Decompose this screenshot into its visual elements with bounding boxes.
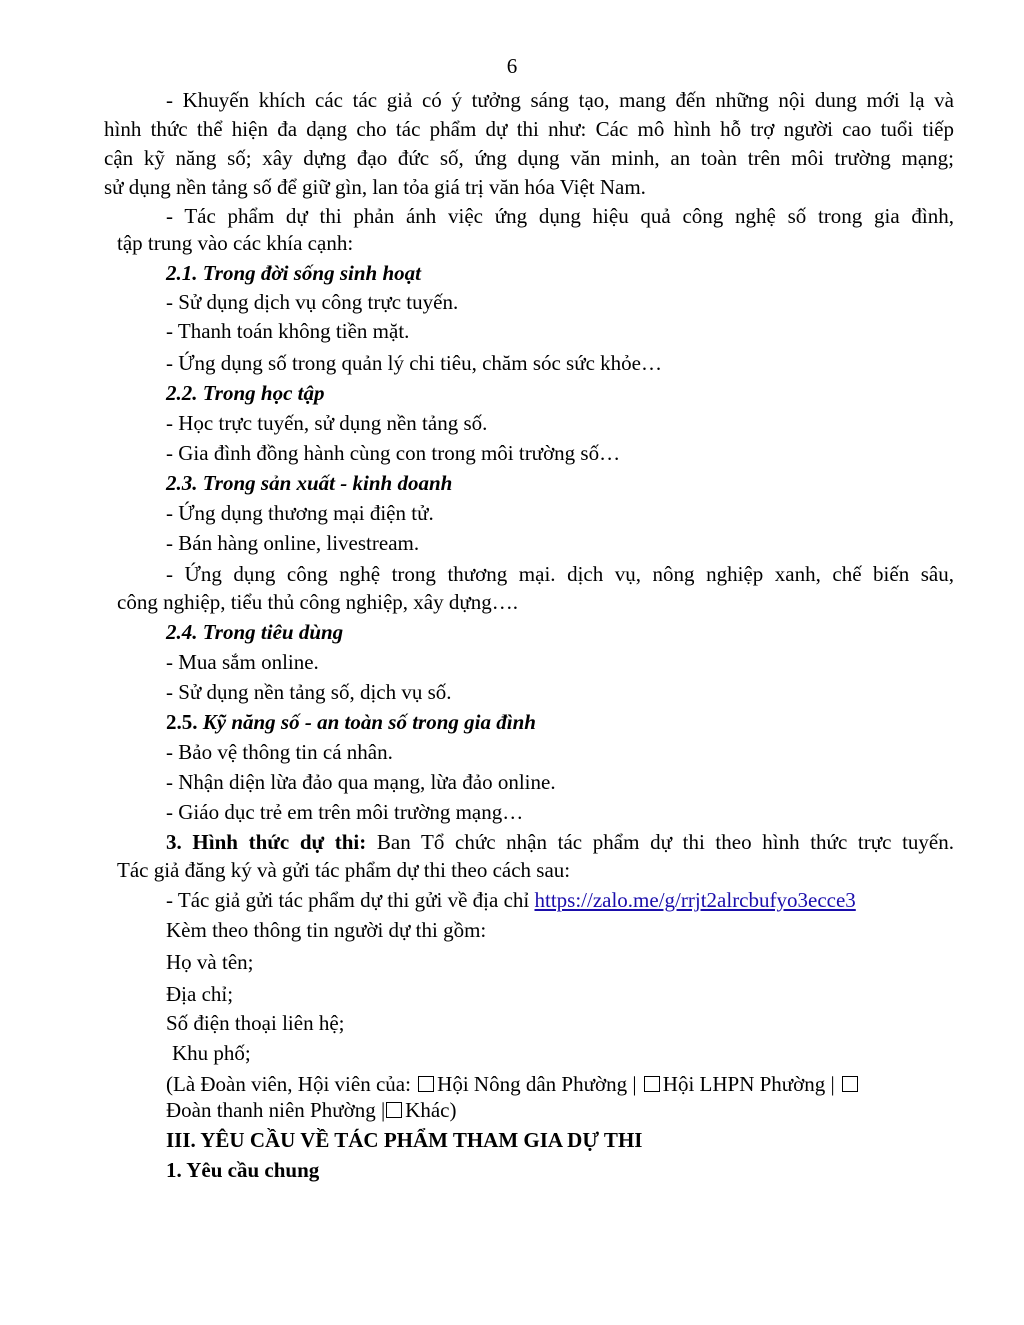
list-item: - Học trực tuyến, sử dụng nền tảng số. <box>166 411 488 435</box>
section-3-label: 3. Hình thức dự thi: <box>166 830 367 854</box>
submit-line <box>166 887 856 913</box>
checkbox-khac[interactable] <box>386 1102 402 1118</box>
membership-line1 <box>166 1071 861 1097</box>
info-field: Địa chỉ; <box>166 982 234 1006</box>
heading-2-5-number: 2.5. <box>166 710 198 734</box>
list-item: - Sử dụng dịch vụ công trực tuyến. <box>166 290 459 314</box>
para1-line3: cận kỹ năng số; xây dựng đạo đức số, ứng dụng văn minh, an toàn trên môi trường mạng; <box>104 146 954 170</box>
option-khac: Khác) <box>405 1098 457 1122</box>
submit-prefix: - Tác giả gửi tác phẩm dự thi gửi về địa chỉ <box>166 888 535 912</box>
list-item: - Sử dụng nền tảng số, dịch vụ số. <box>166 680 452 704</box>
info-field: Họ và tên; <box>166 950 254 974</box>
list-item: - Giáo dục trẻ em trên môi trường mạng… <box>166 800 524 824</box>
list-item: - Bảo vệ thông tin cá nhân. <box>166 740 393 764</box>
heading-2-5-text: Kỹ năng số - an toàn số trong gia đình <box>202 710 536 734</box>
zalo-group-link[interactable]: https://zalo.me/g/rrjt2alrcbufyo3ecce3 <box>534 888 856 912</box>
para2-line1: - Tác phẩm dự thi phản ánh việc ứng dụng hiệu quả công nghệ số trong gia đình, <box>166 204 954 228</box>
heading-2-5 <box>166 709 536 735</box>
list-item: - Gia đình đồng hành cùng con trong môi trường số… <box>166 441 621 465</box>
checkbox-hoi-nong-dan[interactable] <box>418 1076 434 1092</box>
membership-prefix: (Là Đoàn viên, Hội viên của: <box>166 1072 417 1096</box>
list-item: - Bán hàng online, livestream. <box>166 531 420 555</box>
para1-line1: - Khuyến khích các tác giả có ý tưởng sáng tạo, mang đến những nội dung mới lạ và <box>166 88 954 112</box>
para2-line2: tập trung vào các khía cạnh: <box>117 231 354 255</box>
checkbox-hoi-lhpn[interactable] <box>644 1076 660 1092</box>
section-3-text: Ban Tổ chức nhận tác phẩm dự thi theo hình thức trực tuyến. <box>366 830 955 854</box>
list-item: - Thanh toán không tiền mặt. <box>166 319 410 343</box>
option-hoi-lhpn: Hội LHPN Phường | <box>662 1072 835 1096</box>
option-doan-thanh-nien: Đoàn thanh niên Phường | <box>166 1098 386 1122</box>
info-intro: Kèm theo thông tin người dự thi gồm: <box>166 918 487 942</box>
para-2-3-line1: - Ứng dụng công nghệ trong thương mại. dịch vụ, nông nghiệp xanh, chế biến sâu, <box>166 562 954 586</box>
list-item: - Nhận diện lừa đảo qua mạng, lừa đảo online. <box>166 770 556 794</box>
sub-heading-general-requirements: 1. Yêu cầu chung <box>166 1158 320 1182</box>
heading-2-2: 2.2. Trong học tập <box>166 381 325 405</box>
heading-2-4: 2.4. Trong tiêu dùng <box>166 620 344 644</box>
heading-2-3: 2.3. Trong sản xuất - kinh doanh <box>166 471 453 495</box>
list-item: - Ứng dụng số trong quản lý chi tiêu, chăm sóc sức khỏe… <box>166 351 663 375</box>
info-field: Số điện thoại liên hệ; <box>166 1011 345 1035</box>
list-item: - Ứng dụng thương mại điện tử. <box>166 501 434 525</box>
heading-2-1: 2.1. Trong đời sống sinh hoạt <box>166 261 421 285</box>
checkbox-doan-thanh-nien[interactable] <box>842 1076 858 1092</box>
list-item: - Mua sắm online. <box>166 650 319 674</box>
para1-line4: sử dụng nền tảng số để giữ gìn, lan tỏa giá trị văn hóa Việt Nam. <box>104 175 646 199</box>
info-field: Khu phố; <box>172 1041 251 1065</box>
para1-line2: hình thức thể hiện đa dạng cho tác phẩm dự thi như: Các mô hình hỗ trợ người cao tuổi tiếp <box>104 117 954 141</box>
section-3-line1 <box>166 829 954 855</box>
membership-line2 <box>166 1097 456 1123</box>
para-2-3-line2: công nghiệp, tiểu thủ công nghiệp, xây dựng…. <box>117 590 518 614</box>
section-3-line2: Tác giả đăng ký và gửi tác phẩm dự thi theo cách sau: <box>117 858 571 882</box>
option-hoi-nong-dan: Hội Nông dân Phường | <box>437 1072 637 1096</box>
section-iii-heading: III. YÊU CẦU VỀ TÁC PHẨM THAM GIA DỰ THI <box>166 1128 643 1152</box>
page-number: 6 <box>506 54 518 78</box>
